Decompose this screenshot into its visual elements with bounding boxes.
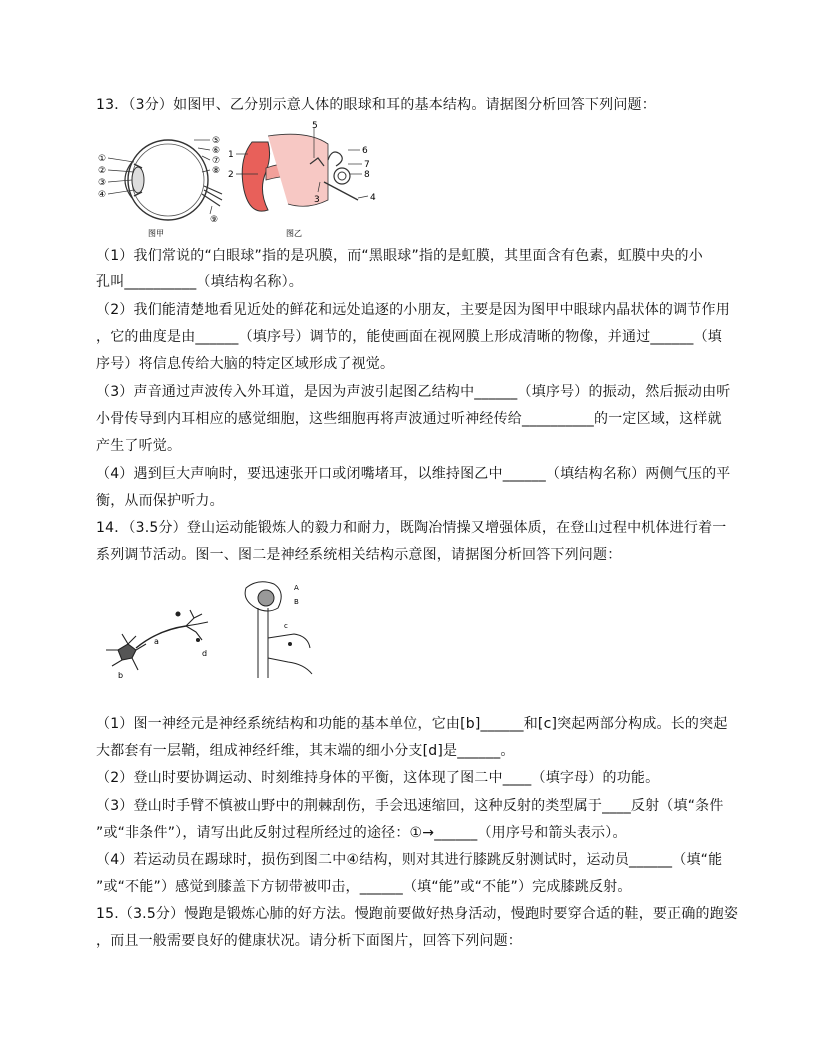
neuron-label-d: d [202,649,208,658]
neuron-label-b: b [118,671,124,680]
q13-p3-line3: 产生了听觉。 [96,438,182,454]
nerve-figure [98,578,338,698]
q14-title-line1: 14．（3.5分）登山运动能锻炼人的毅力和耐力，既陶冶情操又增强体质，在登山过程中机体进行着一 [96,520,727,536]
q13-p1-line1: （1）我们常说的“白眼球”指的是巩膜，而“黑眼球”指的是虹膜，其里面含有色素，虹膜中央的小 [96,248,703,264]
fig-yi-caption: 图乙 [286,229,302,238]
eye-label-9: ⑨ [210,215,219,225]
q14-p1-line2: 大都套有一层鞘，组成神经纤维，其末端的细小分支[d]是______。 [96,743,515,759]
brain-spinal-diagram [245,582,312,678]
eye-label-4: ④ [98,190,107,200]
q14-p4-line2: ”或“不能”）感觉到膝盖下方韧带被叩击，______（填“能”或“不能”）完成膝跳反射。 [96,879,632,895]
brain-label-A: A [294,584,299,592]
q13-p2-line3: 序号）将信息传给大脑的特定区域形成了视觉。 [96,356,395,372]
q15-title-line1: 15.（3.5分）慢跑是锻炼心肺的好方法。慢跑前要做好热身活动，慢跑时要穿合适的鞋，要正确的跑姿 [96,906,739,922]
q14-p3-line1: （3）登山时手臂不慎被山野中的荆棘刮伤，手会迅速缩回，这种反射的类型属于____反射（填“条件 [96,798,724,814]
q15-title-line2: ，而且一般需要良好的健康状况。请分析下面图片，回答下列问题： [96,933,522,949]
q13-p3-line2: 小骨传导到内耳相应的感觉细胞，这些细胞再将声波通过听神经传给__________的一定区域，这样就 [96,411,722,427]
q13-p1-line2: 孔叫__________（填结构名称）。 [96,274,303,290]
eye-label-5: ⑤ [212,136,221,146]
ear-label-8: 8 [364,170,370,180]
q14-title-line2: 系列调节活动。图一、图二是神经系统相关结构示意图，请据图分析回答下列问题： [96,547,622,563]
fig-jia-caption: 图甲 [148,229,164,238]
eye-label-2: ② [98,166,107,176]
q13-p4-line2: 衡，从而保护听力。 [96,493,224,509]
brain-label-B: B [294,598,299,606]
q13-p3-line1: （3）声音通过声波传入外耳道，是因为声波引起图乙结构中______（填序号）的振动，然后振动由听 [96,384,731,400]
q14-p1-line1: （1）图一神经元是神经系统结构和功能的基本单位，它由[b]______和[c]突起两部分构成。长的突起 [96,716,728,732]
neuron-label-a: a [154,637,159,646]
eye-label-7: ⑦ [212,156,221,166]
ear-figure [228,120,388,240]
ear-label-3: 3 [314,195,320,205]
ear-label-7: 7 [364,160,370,170]
eye-label-1: ① [98,154,107,164]
eye-label-6: ⑥ [212,146,221,156]
q14-p4-line1: （4）若运动员在踢球时，损伤到图二中④结构，则对其进行膝跳反射测试时，运动员______（填“能 [96,852,723,868]
ear-label-4: 4 [370,193,376,203]
eye-label-3: ③ [98,178,107,188]
q14-p2-line1: （2）登山时要协调运动、时刻维持身体的平衡，这体现了图二中____（填字母）的功能。 [96,770,660,786]
ear-label-6: 6 [362,146,368,156]
q14-p3-line2: ”或“非条件”），请写出此反射过程所经过的途径：①→______（用序号和箭头表示）。 [96,825,627,841]
ear-label-5: 5 [312,121,318,131]
ear-label-1: 1 [228,150,234,160]
q13-p2-line1: （2）我们能清楚地看见近处的鲜花和远处追逐的小朋友，主要是因为图甲中眼球内晶状体的调节作用 [96,302,730,318]
ear-label-2: 2 [228,170,234,180]
eye-label-8: ⑧ [212,166,221,176]
eye-figure [98,128,228,238]
brain-label-c: c [284,622,288,630]
q13-p2-line2: ，它的曲度是由______（填序号）调节的，能使画面在视网膜上形成清晰的物像，并通过______（填 [96,329,722,345]
q13-p4-line1: （4）遇到巨大声响时，要迅速张开口或闭嘴堵耳，以维持图乙中______（填结构名称）两侧气压的平 [96,466,731,482]
q13-title: 13．（3分）如图甲、乙分别示意人体的眼球和耳的基本结构。请据图分析回答下列问题： [96,97,656,113]
